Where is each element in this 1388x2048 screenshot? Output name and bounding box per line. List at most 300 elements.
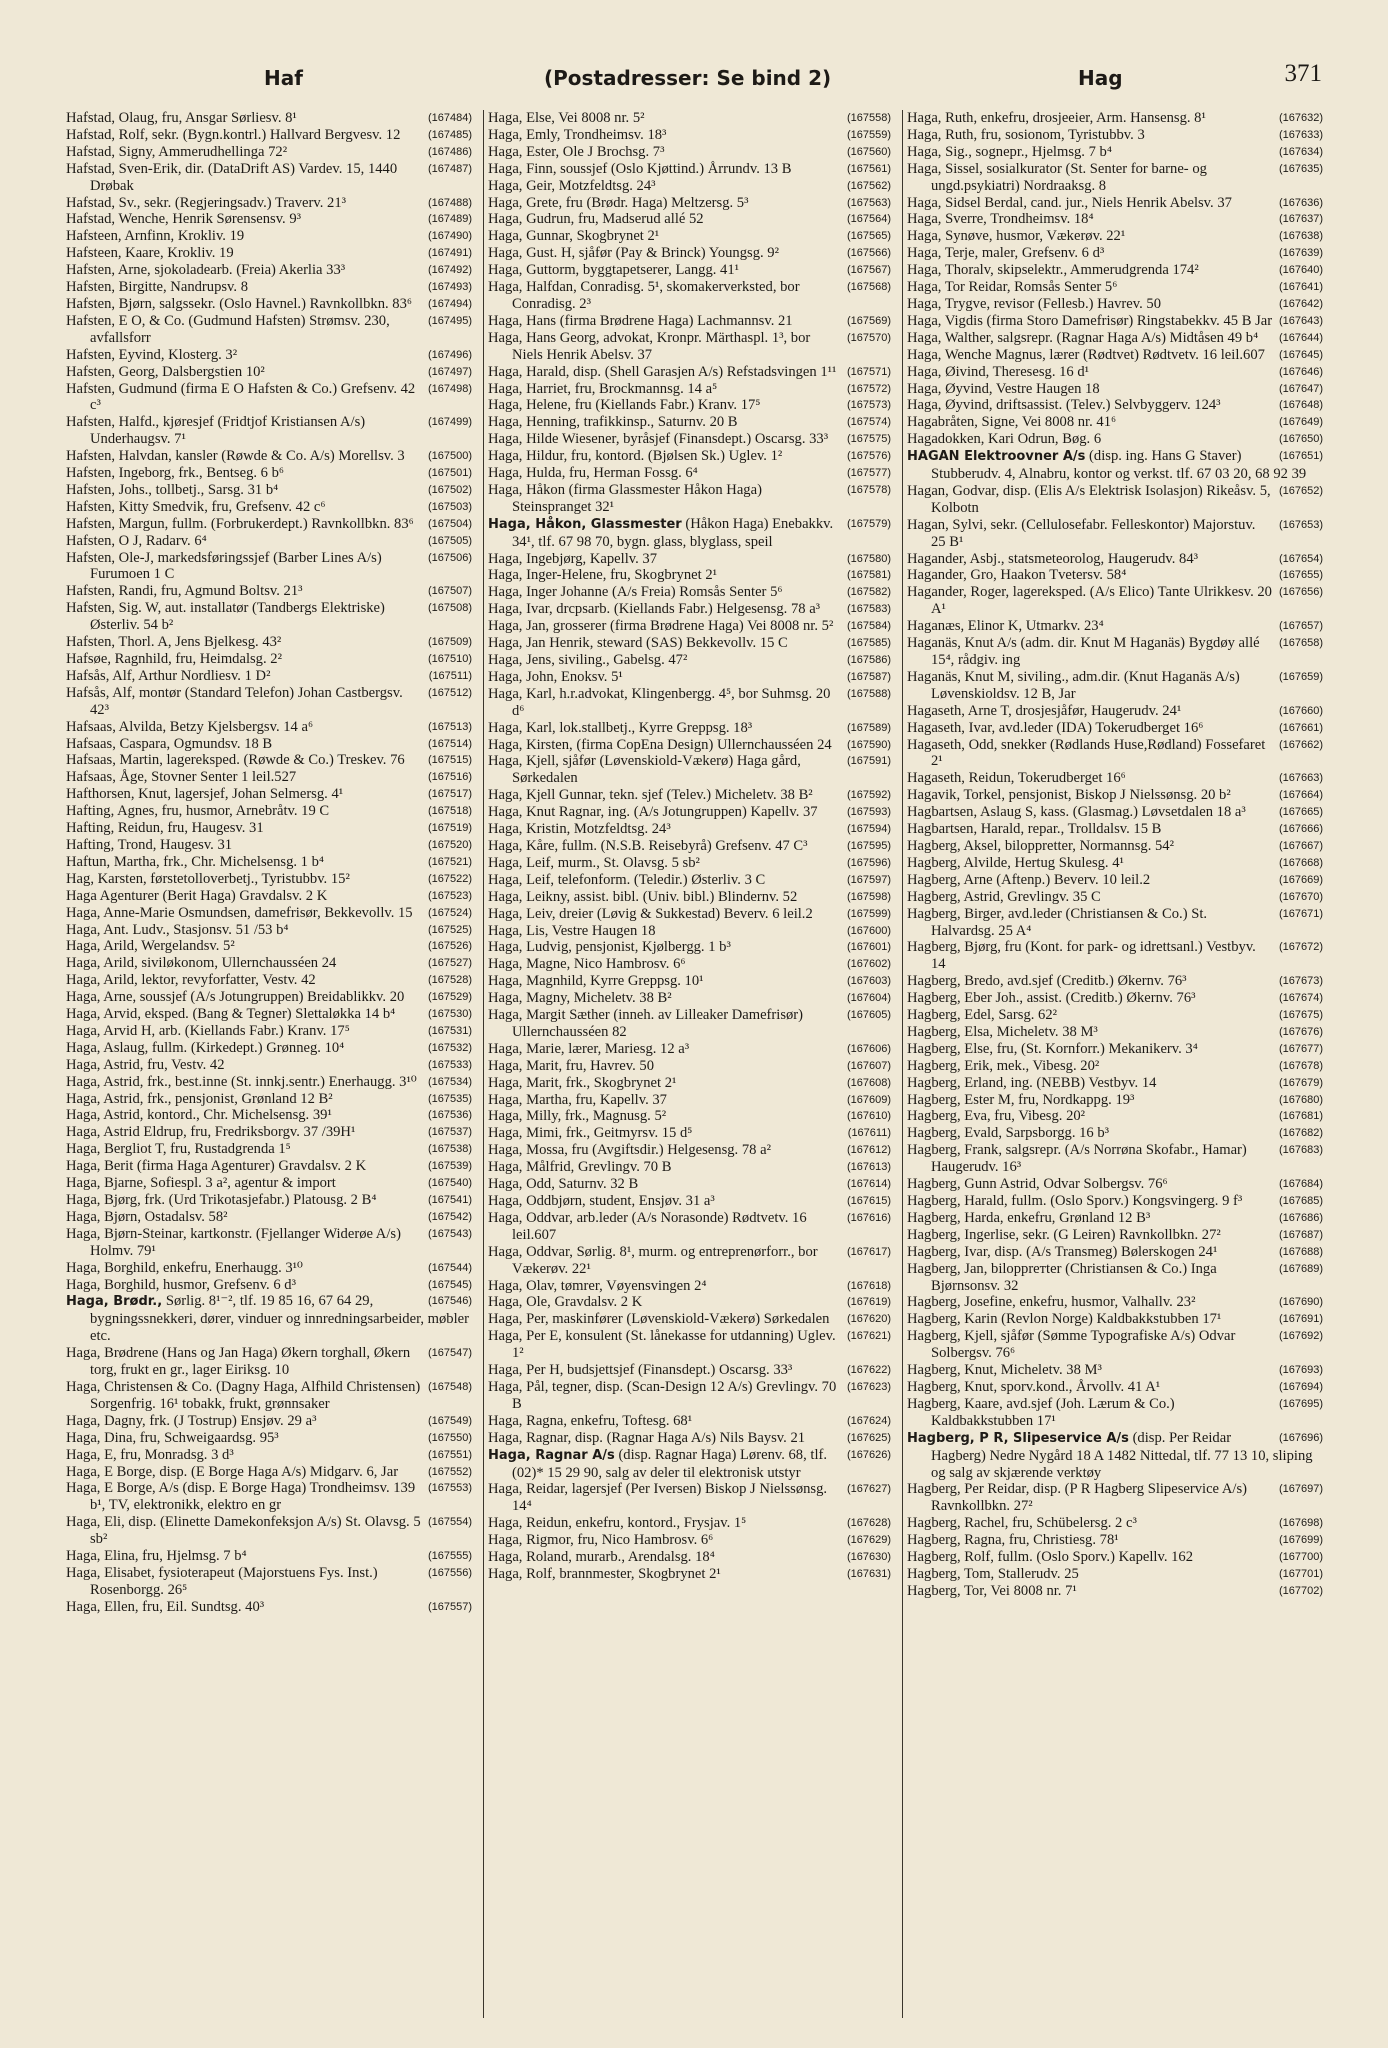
directory-entry (907, 1176, 1325, 1193)
entry-number: (167542) (427, 1210, 472, 1223)
entry-text: Haga, Karl, lok.stallbetj., Kyrre Greppsg. 18³ (488, 719, 753, 736)
entry-number: (167538) (427, 1143, 472, 1156)
entry-text: Haga, Håkon, Glassmester (Håkon Haga) Enebakkv. 34¹, tlf. 67 98 70, bygn. glass, blyglass, speil (488, 515, 834, 550)
entry-text: Haga, Reidun, enkefru, kontord., Frysjav. 1⁵ (488, 1515, 747, 1532)
directory-entry (907, 347, 1325, 364)
entry-number: (167701) (1278, 1567, 1323, 1580)
directory-entry (907, 1193, 1325, 1210)
entry-number: (167596) (846, 856, 891, 869)
directory-entry (907, 1328, 1325, 1362)
entry-text: Haga, Marit, fru, Havrev. 50 (488, 1057, 655, 1074)
directory-entry (907, 127, 1325, 144)
entry-number: (167629) (846, 1534, 891, 1547)
entry-text: Hagberg, Eber Joh., assist. (Creditb.) Økernv. 76³ (907, 990, 1196, 1007)
directory-entry (907, 567, 1325, 584)
entry-text: Hagbartsen, Aslaug S, kass. (Glasmag.) Løvsetdalen 18 a³ (907, 804, 1246, 821)
directory-entry (488, 551, 893, 568)
entry-bold-name: HAGAN Elektroovner A/s (907, 449, 1086, 465)
entry-text: Hafsten, Thorl. A, Jens Bjelkesg. 43² (66, 634, 282, 651)
directory-entry (66, 1548, 474, 1565)
entry-number: (167604) (846, 992, 891, 1005)
entry-number: (167523) (427, 889, 472, 902)
entry-number: (167587) (846, 670, 891, 683)
entry-number: (167487) (427, 162, 472, 175)
entry-number: (167680) (1278, 1093, 1323, 1106)
entry-text: Haga, Hans Georg, advokat, Kronpr. Märthaspl. 1³, bor Niels Henrik Abelsv. 37 (488, 329, 811, 363)
directory-entry (907, 1396, 1325, 1430)
entry-number: (167484) (427, 112, 472, 124)
directory-entry (66, 262, 474, 279)
entry-number: (167517) (427, 788, 472, 801)
directory-entry (488, 1193, 893, 1210)
entry-number: (167667) (1278, 839, 1323, 852)
entry-text: Haganäs, Knut M, siviling., adm.dir. (Knut Haganäs A/s) Løvenskioldsv. 12 B, Jar (907, 668, 1240, 702)
entry-text: Haga, Wenche Magnus, lærer (Rødtvet) Rødtvetv. 16 leil.607 (907, 346, 1265, 363)
entry-number: (167591) (846, 755, 891, 768)
directory-entry (907, 1024, 1325, 1041)
directory-entry (66, 195, 474, 212)
entry-text: Haga, Geir, Motzfeldtsg. 24³ (488, 177, 656, 194)
entry-number: (167491) (427, 247, 472, 260)
entry-text: Hagberg, Rachel, fru, Schübelersg. 2 c³ (907, 1515, 1137, 1532)
directory-entry (488, 262, 893, 279)
directory-entry (66, 972, 474, 989)
entry-text: Hafsten, Sig. W, aut. installatør (Tandbergs Elektriske) Østerliv. 54 b² (66, 600, 385, 634)
entry-text: Hagander, Roger, lagereksped. (A/s Elico) Tante Ulrikkesv. 20 A¹ (907, 584, 1272, 618)
directory-entry (907, 1362, 1325, 1379)
entry-text: Haga, Elisabet, fysioterapeut (Majorstuens Fys. Inst.) Rosenborgg. 26⁵ (66, 1564, 378, 1598)
entry-number: (167599) (846, 907, 891, 920)
entry-text: Haga, Ivar, drcpsarb. (Kiellands Fabr.) Helgesensg. 78 a³ (488, 601, 821, 618)
directory-entry (488, 753, 893, 787)
entry-text: Haga, Borghild, husmor, Grefsenv. 6 d³ (66, 1276, 296, 1293)
entry-number: (167504) (427, 517, 472, 530)
directory-entry (66, 1023, 474, 1040)
entry-text: Haga, Per H, budsjettsjef (Finansdept.) Oscarsg. 33³ (488, 1362, 793, 1379)
entry-text: Hafsten, Randi, fru, Agmund Boltsv. 21³ (66, 583, 303, 600)
entry-number: (167550) (427, 1431, 472, 1444)
entry-number: (167519) (427, 822, 472, 835)
entry-text: Haga, Astrid, fru, Vestv. 42 (66, 1056, 225, 1073)
directory-entry (66, 1464, 474, 1481)
directory-entry (488, 228, 893, 245)
entry-number: (167638) (1278, 230, 1323, 243)
entry-text: Hagberg, Erik, mek., Vibesg. 20² (907, 1057, 1100, 1074)
directory-entry (488, 1430, 893, 1447)
directory-entry (66, 465, 474, 482)
entry-text: Hafthorsen, Knut, lagersjef, Johan Selmersg. 4¹ (66, 786, 344, 803)
entry-number: (167567) (846, 264, 891, 277)
directory-entry (488, 1075, 893, 1092)
directory-entry (488, 838, 893, 855)
entry-number: (167649) (1278, 416, 1323, 429)
directory-column-3 (902, 110, 1329, 2018)
entry-text: Hagavik, Torkel, pensjonist, Biskop J Nielssønsg. 20 b² (907, 787, 1231, 804)
directory-entry (66, 1057, 474, 1074)
directory-entry (488, 652, 893, 669)
entry-text: Haga, Ruth, fru, sosionom, Tyristubbv. 3 (907, 126, 1145, 143)
directory-entry (66, 1514, 474, 1548)
entry-number: (167499) (427, 416, 472, 429)
entry-number: (167598) (846, 890, 891, 903)
entry-text: Hagberg, Astrid, Grevlingv. 35 C (907, 888, 1101, 905)
entry-text: Haga, Astrid, kontord., Chr. Michelsensg. 39¹ (66, 1107, 332, 1124)
entry-number: (167503) (427, 500, 472, 513)
directory-entry (488, 889, 893, 906)
directory-entry (907, 1311, 1325, 1328)
header-left-guideword: Haf (264, 66, 303, 90)
entry-text: Haga, Leif, murm., St. Olavsg. 5 sb² (488, 854, 700, 871)
entry-text: Haga, Per, maskinfører (Løvenskiold-Vækerø) Sørkedalen (488, 1311, 830, 1328)
entry-number: (167626) (846, 1448, 891, 1461)
directory-entry (488, 431, 893, 448)
entry-number: (167561) (846, 162, 891, 175)
entry-text: Haga, Målfrid, Grevlingv. 70 B (488, 1159, 672, 1176)
entry-text: Haga, Øivind, Theresesg. 16 d¹ (907, 363, 1090, 380)
entry-number: (167495) (427, 314, 472, 327)
entry-number: (167564) (846, 213, 891, 226)
entry-number: (167675) (1278, 1009, 1323, 1022)
entry-number: (167669) (1278, 873, 1323, 886)
entry-number: (167485) (427, 128, 472, 141)
directory-entry (488, 669, 893, 686)
directory-entry (66, 719, 474, 736)
directory-entry (66, 1430, 474, 1447)
directory-entry (488, 1092, 893, 1109)
directory-entry (66, 1006, 474, 1023)
entry-text: Hagaseth, Ivar, avd.leder (IDA) Tokerudberget 16⁶ (907, 719, 1204, 736)
entry-number: (167582) (846, 586, 891, 599)
entry-text: Hafting, Trond, Haugesv. 31 (66, 836, 233, 853)
directory-entry (488, 1566, 893, 1583)
entry-number: (167642) (1278, 297, 1323, 310)
entry-number: (167514) (427, 737, 472, 750)
entry-number: (167650) (1278, 433, 1323, 446)
directory-column-1 (66, 110, 478, 2018)
entry-text: Haga, Kristin, Motzfeldtsg. 24³ (488, 821, 671, 838)
directory-entry (488, 482, 893, 516)
entry-text: Hafsten, Ingeborg, frk., Bentseg. 6 b⁶ (66, 465, 285, 482)
directory-entry (907, 195, 1325, 212)
directory-entry (488, 872, 893, 889)
entry-text: Hafsten, Halvdan, kansler (Røwde & Co. A/s) Morellsv. 3 (66, 448, 405, 465)
directory-entry (66, 922, 474, 939)
entry-text: Haftun, Martha, frk., Chr. Michelsensg. 1 b⁴ (66, 853, 324, 870)
entry-number: (167493) (427, 281, 472, 294)
entry-text: Haga, Oddbjørn, student, Ensjøv. 31 a³ (488, 1193, 715, 1209)
directory-entry (66, 144, 474, 161)
page-header (66, 58, 1322, 94)
directory-entry (66, 888, 474, 905)
directory-entry (488, 939, 893, 956)
entry-number: (167556) (427, 1566, 472, 1579)
entry-text: Hafsaas, Caspara, Ogmundsv. 18 B (66, 735, 273, 752)
entry-text: Hagberg, Erland, ing. (NEBB) Vestbyv. 14 (907, 1074, 1157, 1091)
entry-text: Hagberg, Kaare, avd.sjef (Joh. Lærum & Co.) Kaldbakkstubben 17¹ (907, 1395, 1175, 1429)
entry-bold-name: Haga, Håkon, Glassmester (488, 516, 682, 532)
entry-text: Haga, E Borge, disp. (E Borge Haga A/s) Midgarv. 6, Jar (66, 1463, 399, 1480)
entry-number: (167595) (846, 839, 891, 852)
directory-entry (907, 1532, 1325, 1549)
directory-entry (488, 1481, 893, 1515)
entry-number: (167608) (846, 1076, 891, 1089)
directory-entry (907, 737, 1325, 771)
directory-entry (907, 1294, 1325, 1311)
entry-number: (167696) (1278, 1431, 1323, 1444)
directory-entry (907, 838, 1325, 855)
directory-entry (488, 923, 893, 940)
directory-entry (66, 1480, 474, 1514)
directory-entry (488, 973, 893, 990)
directory-entry (488, 737, 893, 754)
entry-number: (167623) (846, 1380, 891, 1393)
entry-text: Hafting, Reidun, fru, Haugesv. 31 (66, 820, 264, 837)
directory-entry (907, 144, 1325, 161)
entry-text: Haga, Lis, Vestre Haugen 18 (488, 922, 656, 939)
entry-text: Haga, Sissel, sosialkurator (St. Senter for barne- og ungd.psykiatri) Nordraaksg. 8 (907, 160, 1207, 194)
entry-number: (167486) (427, 145, 472, 158)
entry-text: Hagander, Gro, Haakon Tvetersv. 58⁴ (907, 567, 1127, 584)
directory-entry (66, 938, 474, 955)
entry-number: (167689) (1278, 1262, 1323, 1275)
entry-number: (167679) (1278, 1076, 1323, 1089)
entry-number: (167512) (427, 686, 472, 699)
entry-number: (167530) (427, 1008, 472, 1021)
entry-number: (167535) (427, 1092, 472, 1105)
directory-entry (66, 1158, 474, 1175)
directory-entry (66, 1141, 474, 1158)
directory-entry (907, 1142, 1325, 1176)
directory-entry (907, 990, 1325, 1007)
directory-entry (488, 1294, 893, 1311)
entry-number: (167695) (1278, 1397, 1323, 1410)
entry-text: Hagberg, Tom, Stallerudv. 25 (907, 1565, 1079, 1582)
directory-entry (66, 955, 474, 972)
entry-number: (167688) (1278, 1245, 1323, 1258)
entry-text: Haga, Reidar, lagersjef (Per Iversen) Biskop J Nielssønsg. 14⁴ (488, 1481, 828, 1515)
entry-text: Haganæs, Elinor K, Utmarkv. 23⁴ (907, 618, 1104, 635)
entry-text: Haga, Gunnar, Skogbrynet 2¹ (488, 228, 660, 245)
directory-entry (488, 990, 893, 1007)
entry-text: Haga, Anne-Marie Osmundsen, damefrisør, Bekkevollv. 15 (66, 904, 413, 921)
entry-number: (167630) (846, 1551, 891, 1564)
entry-number: (167640) (1278, 264, 1323, 277)
entry-number: (167562) (846, 179, 891, 192)
entry-text: Haga, Hulda, fru, Herman Fossg. 6⁴ (488, 465, 698, 482)
entry-text: Hag, Karsten, førstetolloverbetj., Tyristubbv. 15² (66, 870, 350, 887)
entry-text: Hafsten, Halfd., kjøresjef (Fridtjof Kristiansen A/s) Underhaugsv. 7¹ (66, 414, 366, 448)
directory-entry (66, 245, 474, 262)
entry-number: (167509) (427, 636, 472, 649)
directory-entry (907, 1430, 1325, 1482)
entry-number: (167593) (846, 806, 891, 819)
entry-text: Haga, Magne, Nico Hambrosv. 6⁶ (488, 956, 686, 973)
entry-text: Hafstad, Olaug, fru, Ansgar Sørliesv. 8¹ (66, 110, 297, 126)
directory-entry (488, 178, 893, 195)
directory-entry (907, 939, 1325, 973)
directory-entry (488, 364, 893, 381)
entry-text: Haga, Leikny, assist. bibl. (Univ. bibl.) Blindernv. 52 (488, 888, 798, 905)
directory-entry (488, 330, 893, 364)
entry-number: (167644) (1278, 331, 1323, 344)
directory-entry (907, 161, 1325, 195)
entry-number: (167702) (1278, 1584, 1323, 1597)
entry-text: Haga, Vigdis (firma Storo Damefrisør) Ringstabekkv. 45 B Jar (907, 312, 1273, 329)
entry-text: Hagberg, Bredo, avd.sjef (Creditb.) Økernv. 76³ (907, 973, 1187, 990)
entry-text: Haga, Aslaug, fullm. (Kirkedept.) Grønneg. 10⁴ (66, 1039, 345, 1056)
directory-entry (488, 804, 893, 821)
directory-entry (488, 1362, 893, 1379)
directory-entry (66, 837, 474, 854)
entry-number: (167544) (427, 1261, 472, 1274)
entry-number: (167577) (846, 467, 891, 480)
entry-text: Haga, Ole, Gravdalsv. 2 K (488, 1294, 643, 1311)
entry-number: (167656) (1278, 586, 1323, 599)
entry-text: Haga, Halfdan, Conradisg. 5¹, skomakerverksted, bor Conradisg. 2³ (488, 279, 800, 312)
entry-text: Hagberg, Jan, bilopprетter (Christiansen & Co.) Inga Bjørnsonsv. 32 (907, 1260, 1217, 1294)
directory-entry (907, 1108, 1325, 1125)
entry-text: Haga, Henning, trafikkinsp., Saturnv. 20 B (488, 414, 738, 431)
entry-number: (167532) (427, 1041, 472, 1054)
entry-text: Haga, Ragnar A/s (disp. Ragnar Haga) Lørenv. 68, tlf.(02)* 15 29 90, salg av deler til elektronisk utstyr (488, 1446, 828, 1481)
entry-number: (167511) (428, 669, 472, 682)
entry-text: Hagberg, Birger, avd.leder (Christiansen & Co.) St. Halvardsg. 25 A⁴ (907, 905, 1208, 939)
entry-number: (167616) (846, 1211, 891, 1224)
directory-entry (488, 144, 893, 161)
entry-text: Haga, Marit, frk., Skogbrynet 2¹ (488, 1074, 677, 1091)
directory-entry (907, 414, 1325, 431)
entry-text: Haga, Ruth, enkefru, drosjeeier, Arm. Hansensg. 8¹ (907, 110, 1206, 126)
directory-entry (488, 1311, 893, 1328)
entry-text: Haga, Olav, tømrer, Vøyensvingen 2⁴ (488, 1277, 707, 1294)
entry-text: Haga, Magny, Micheletv. 38 B² (488, 990, 672, 1007)
header-center-note: (Postadresser: Se bind 2) (544, 66, 832, 90)
entry-text: Haga, Kjell Gunnar, tekn. sjef (Telev.) Micheletv. 38 B² (488, 787, 813, 804)
directory-entry (66, 1226, 474, 1260)
entry-number: (167684) (1278, 1178, 1323, 1191)
directory-entry (488, 161, 893, 178)
directory-entry (488, 1413, 893, 1430)
directory-entry (488, 1447, 893, 1482)
entry-text: Haga, Leif, telefonform. (Teledir.) Østerliv. 3 C (488, 871, 766, 888)
entry-number: (167648) (1278, 399, 1323, 412)
entry-text: Haga, Kirsten, (firma CopEna Design) Ullernchausséen 24 (488, 736, 832, 753)
directory-entry (488, 1108, 893, 1125)
entry-number: (167662) (1278, 738, 1323, 751)
entry-text: Haga, Jens, siviling., Gabelsg. 47² (488, 652, 688, 668)
directory-entry (66, 499, 474, 516)
entry-number: (167520) (427, 838, 472, 851)
entry-text: Haga, Odd, Saturnv. 32 B (488, 1176, 639, 1193)
entry-text: Haga, Brødrene (Hans og Jan Haga) Økern torghall, Økern torg, frukt en gr., lager Eiriksg. 10 (66, 1345, 411, 1379)
directory-entry (66, 989, 474, 1006)
directory-entry (66, 752, 474, 769)
directory-entry (488, 1058, 893, 1075)
directory-entry (488, 1176, 893, 1193)
entry-number: (167600) (846, 924, 891, 937)
entry-text: Hafsten, Margun, fullm. (Forbrukerdept.) Ravnkollbkn. 83⁶ (66, 515, 414, 532)
entry-text: Haga, Arild, Wergelandsv. 5² (66, 938, 235, 955)
entry-text: Hagberg, Alvilde, Hertug Skulesg. 4¹ (907, 854, 1124, 871)
directory-entry (488, 245, 893, 262)
entry-number: (167492) (427, 264, 472, 277)
directory-entry (907, 1549, 1325, 1566)
entry-number: (167614) (846, 1178, 891, 1191)
entry-number: (167652) (1278, 484, 1323, 497)
directory-entry (907, 245, 1325, 262)
entry-number: (167585) (846, 637, 891, 650)
directory-entry (488, 1549, 893, 1566)
entry-text: Haga, Mimi, frk., Geitmyrsv. 15 d⁵ (488, 1125, 693, 1142)
entry-number: (167612) (846, 1144, 891, 1157)
entry-text: Hafsaas, Åge, Stovner Senter 1 leil.527 (66, 769, 297, 786)
entry-text: Hafsaas, Martin, lagereksped. (Røwde & Co.) Treskev. 76 (66, 752, 405, 769)
entry-text: Haganäs, Knut A/s (adm. dir. Knut M Haganäs) Bygdøy allé 15⁴, rådgiv. ing (907, 635, 1260, 668)
entry-number: (167500) (427, 450, 472, 463)
entry-number: (167545) (427, 1278, 472, 1291)
directory-entry (488, 1515, 893, 1532)
directory-entry (488, 906, 893, 923)
entry-number: (167522) (427, 872, 472, 885)
directory-entry (907, 1583, 1325, 1600)
entry-text: Hagaseth, Arne T, drosjesjåfør, Haugerudv. 24¹ (907, 702, 1182, 719)
directory-entry (66, 228, 474, 245)
entry-number: (167601) (846, 941, 891, 954)
directory-entry (488, 195, 893, 212)
directory-entry (66, 769, 474, 786)
entry-text: Haga, Pål, tegner, disp. (Scan-Design 12 A/s) Grevlingv. 70 B (488, 1378, 837, 1412)
directory-entry (907, 1261, 1325, 1295)
entry-text: Hagberg, Else, fru, (St. Kornforr.) Mekanikerv. 3⁴ (907, 1040, 1198, 1057)
entry-number: (167557) (427, 1600, 472, 1613)
entry-text: Hafsten, Kitty Smedvik, fru, Grefsenv. 42 c⁶ (66, 498, 326, 515)
entry-text: Haga, Sidsel Berdal, cand. jur., Niels Henrik Abelsv. 37 (907, 194, 1232, 211)
entry-number: (167698) (1278, 1517, 1323, 1530)
directory-entry (907, 330, 1325, 347)
directory-entry (907, 1227, 1325, 1244)
entry-text: Haga, Jan, grosserer (firma Brødrene Haga) Vei 8008 nr. 5² (488, 618, 834, 635)
entry-text: Haga, Håkon (firma Glassmester Håkon Haga) Steinspranget 32¹ (488, 481, 762, 515)
entry-number: (167574) (846, 416, 891, 429)
directory-entry (488, 127, 893, 144)
entry-text: Hafsten, Gudmund (firma E O Hafsten & Co.) Grefsenv. 42 c³ (66, 380, 416, 414)
entry-number: (167621) (846, 1330, 891, 1343)
directory-entry (66, 1277, 474, 1294)
directory-column-2 (483, 110, 897, 2018)
directory-entry (66, 1345, 474, 1379)
entry-number: (167666) (1278, 823, 1323, 836)
entry-number: (167609) (846, 1093, 891, 1106)
entry-number: (167634) (1278, 145, 1323, 158)
entry-text: Hagberg, Ingerlise, sekr. (G Leiren) Ravnkollbkn. 27² (907, 1226, 1221, 1243)
entry-number: (167664) (1278, 789, 1323, 802)
entry-number: (167641) (1278, 281, 1323, 294)
directory-entry (488, 1007, 893, 1041)
entry-text: Haga, Sig., sognepr., Hjelmsg. 7 b⁴ (907, 143, 1112, 160)
directory-entry (907, 669, 1325, 703)
entry-text: Haga, Elina, fru, Hjelmsg. 7 b⁴ (66, 1548, 247, 1565)
entry-text: Hafstad, Wenche, Henrik Sørensensv. 9³ (66, 211, 302, 228)
entry-number: (167672) (1278, 941, 1323, 954)
entry-number: (167692) (1278, 1330, 1323, 1343)
directory-entry (907, 720, 1325, 737)
directory-entry (907, 364, 1325, 381)
entry-number: (167569) (846, 314, 891, 327)
entry-number: (167613) (846, 1161, 891, 1174)
directory-entry (488, 956, 893, 973)
entry-number: (167543) (427, 1227, 472, 1240)
entry-text: Haga, Arne, soussjef (A/s Jotungruppen) Breidablikkv. 20 (66, 989, 405, 1006)
